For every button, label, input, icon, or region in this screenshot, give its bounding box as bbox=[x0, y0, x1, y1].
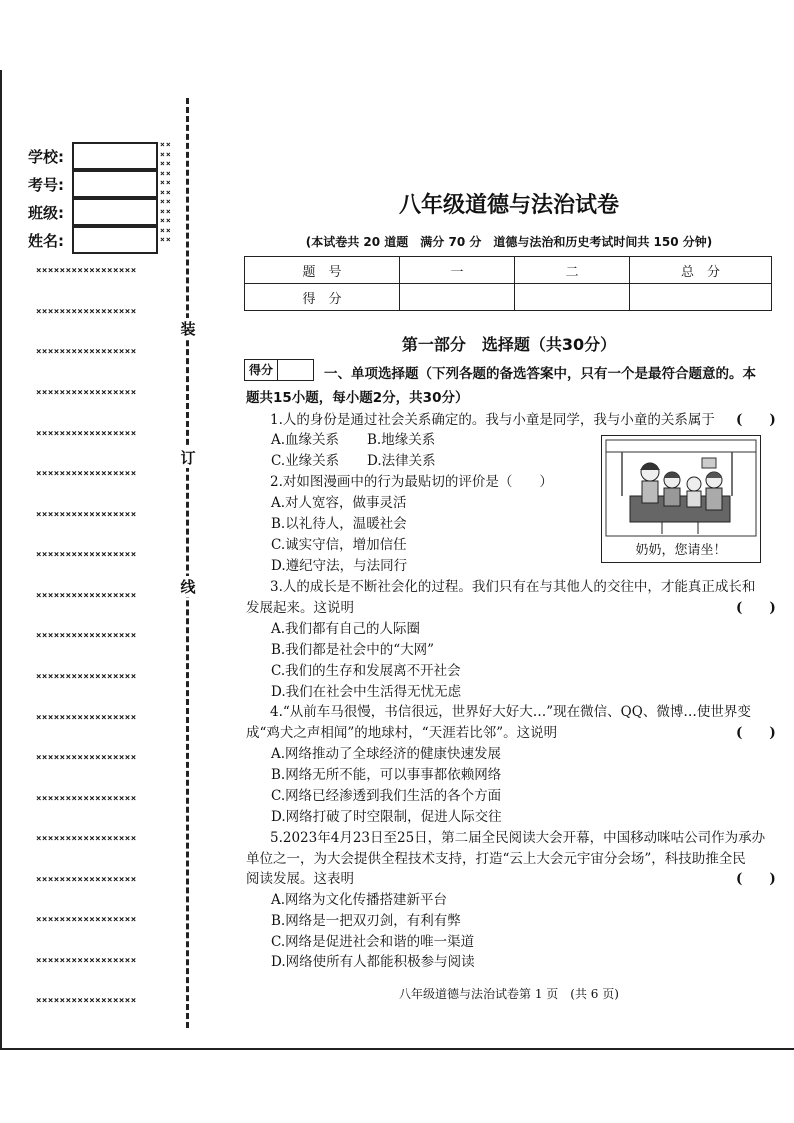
option-b: B.网络无所不能，可以事事都依赖网络 bbox=[271, 767, 502, 783]
x-mark-row: ××××××××××××××××× bbox=[36, 753, 137, 763]
question-5-cont: 阅读发展。这表明 bbox=[246, 871, 354, 887]
option-c: C.网络是促进社会和谐的唯一渠道 bbox=[271, 934, 475, 950]
answer-bracket: ( ) bbox=[736, 725, 776, 741]
class-label: 班级: bbox=[28, 204, 64, 222]
option-d: D.法律关系 bbox=[367, 453, 436, 469]
class-input-box[interactable] bbox=[72, 198, 158, 226]
section-heading: 一、单项选择题（下列各题的备选答案中，只有一个是最符合题意的。本 bbox=[324, 366, 756, 382]
x-mark-row: ××××××××××××××××× bbox=[36, 875, 137, 885]
section-score-label: 得分 bbox=[245, 360, 278, 380]
binding-char-xian: 线 bbox=[178, 576, 198, 597]
option-c: C.网络已经渗透到我们生活的各个方面 bbox=[271, 788, 502, 804]
x-mark-row: ××××××××××××××××× bbox=[36, 996, 137, 1006]
exam-no-label: 考号: bbox=[28, 176, 64, 194]
option-a: A.我们都有自己的人际圈 bbox=[271, 621, 421, 637]
bus-scene-illustration bbox=[602, 436, 760, 540]
score-row-label: 得 分 bbox=[245, 284, 400, 311]
option-b: B.以礼待人，温暖社会 bbox=[271, 516, 407, 532]
option-b: B.地缘关系 bbox=[367, 432, 436, 448]
option-a: A.对人宽容，做事灵活 bbox=[271, 495, 407, 511]
x-mark-row: ××××××××××××××××× bbox=[36, 956, 137, 966]
x-mark-row: ××××××××××××××××× bbox=[36, 794, 137, 804]
question-4-cont: 成“鸡犬之声相闻”的地球村，“天涯若比邻”。这说明 bbox=[246, 725, 558, 741]
question-3: 3.人的成长是不断社会化的过程。我们只有在与其他人的交往中，才能真正成长和 bbox=[270, 579, 756, 595]
option-a: A.血缘关系 bbox=[271, 432, 340, 448]
score-table-header: 题 号 bbox=[245, 257, 400, 284]
binding-char-zhuang: 装 bbox=[178, 318, 198, 339]
x-mark-row: ××××××××××××××××× bbox=[36, 307, 137, 317]
option-b: B.我们都是社会中的“大网” bbox=[271, 642, 435, 658]
question-2: 2.对如图漫画中的行为最贴切的评价是（ ） bbox=[270, 474, 553, 490]
page-footer: 八年级道德与法治试卷第 1 页 (共 6 页) bbox=[399, 987, 619, 1001]
answer-bracket: ( ) bbox=[736, 871, 776, 887]
option-d: D.网络使所有人都能积极参与阅读 bbox=[271, 954, 475, 970]
option-c: C.我们的生存和发展离不开社会 bbox=[271, 663, 461, 679]
section-score-box bbox=[244, 359, 314, 381]
x-mark-row: ××××××××××××××××× bbox=[36, 834, 137, 844]
exam-title: 八年级道德与法治试卷 bbox=[398, 193, 619, 218]
x-mark-row: ××××××××××××××××× bbox=[36, 631, 137, 641]
score-cell[interactable] bbox=[630, 284, 772, 311]
info-x-column: ×× ×× ×× ×× ×× ×× ×× ×× ×× ×× ×× bbox=[160, 140, 172, 244]
option-d: D.网络打破了时空限制，促进人际交往 bbox=[271, 809, 502, 825]
binding-dashed-line bbox=[186, 98, 189, 1028]
option-d: D.遵纪守法，与法同行 bbox=[271, 558, 408, 574]
score-table-header: 二 bbox=[515, 257, 630, 284]
question-4: 4.“从前车马很慢，书信很远，世界好大好大…”现在微信、QQ、微博…使世界变 bbox=[270, 704, 751, 720]
option-c: C.业缘关系 bbox=[271, 453, 340, 469]
option-a: A.网络推动了全球经济的健康快速发展 bbox=[271, 746, 502, 762]
x-mark-row: ××××××××××××××××× bbox=[36, 915, 137, 925]
name-input-box[interactable] bbox=[72, 226, 158, 254]
score-cell[interactable] bbox=[515, 284, 630, 311]
x-mark-row: ××××××××××××××××× bbox=[36, 591, 137, 601]
x-mark-row: ××××××××××××××××× bbox=[36, 469, 137, 479]
score-table-header: 一 bbox=[400, 257, 515, 284]
cartoon-image bbox=[601, 435, 761, 563]
score-table-header: 总 分 bbox=[630, 257, 772, 284]
part-title: 第一部分 选择题（共30分） bbox=[401, 335, 617, 354]
x-mark-row: ××××××××××××××××× bbox=[36, 429, 137, 439]
exam-subtitle: (本试卷共 20 道题 满分 70 分 道德与法治和历史考试时间共 150 分钟) bbox=[305, 235, 713, 249]
cartoon-caption: 奶奶，您请坐！ bbox=[635, 543, 727, 558]
answer-bracket: ( ) bbox=[736, 600, 776, 616]
section-heading-cont: 题共15小题，每小题2分，共30分） bbox=[246, 390, 469, 406]
score-cell[interactable] bbox=[400, 284, 515, 311]
exam-no-input-box[interactable] bbox=[72, 170, 158, 198]
option-b: B.网络是一把双刃剑，有利有弊 bbox=[271, 913, 461, 929]
x-mark-row: ××××××××××××××××× bbox=[36, 266, 137, 276]
answer-bracket: ( ) bbox=[736, 412, 776, 428]
option-a: A.网络为文化传播搭建新平台 bbox=[271, 892, 448, 908]
question-3-cont: 发展起来。这说明 bbox=[246, 600, 354, 616]
x-mark-row: ××××××××××××××××× bbox=[36, 347, 137, 357]
x-mark-row: ××××××××××××××××× bbox=[36, 510, 137, 520]
question-5-cont: 单位之一，为大会提供全程技术支持，打造“云上大会元宇宙分会场”，科技助推全民 bbox=[246, 851, 746, 867]
x-mark-row: ××××××××××××××××× bbox=[36, 388, 137, 398]
page-bottom-border bbox=[0, 1048, 794, 1050]
name-label: 姓名: bbox=[28, 232, 64, 250]
page-left-border bbox=[0, 70, 2, 1050]
x-mark-row: ××××××××××××××××× bbox=[36, 672, 137, 682]
score-table bbox=[244, 256, 772, 311]
question-5: 5.2023年4月23日至25日，第二届全民阅读大会开幕，中国移动咪咕公司作为承办 bbox=[270, 830, 766, 846]
question-1: 1.人的身份是通过社会关系确定的。我与小童是同学，我与小童的关系属于 bbox=[270, 412, 715, 428]
option-d: D.我们在社会中生活得无忧无虑 bbox=[271, 684, 462, 700]
x-mark-row: ××××××××××××××××× bbox=[36, 550, 137, 560]
school-label: 学校: bbox=[28, 148, 64, 166]
option-c: C.诚实守信，增加信任 bbox=[271, 537, 407, 553]
x-mark-row: ××××××××××××××××× bbox=[36, 713, 137, 723]
binding-char-ding: 订 bbox=[178, 447, 198, 468]
school-input-box[interactable] bbox=[72, 142, 158, 170]
